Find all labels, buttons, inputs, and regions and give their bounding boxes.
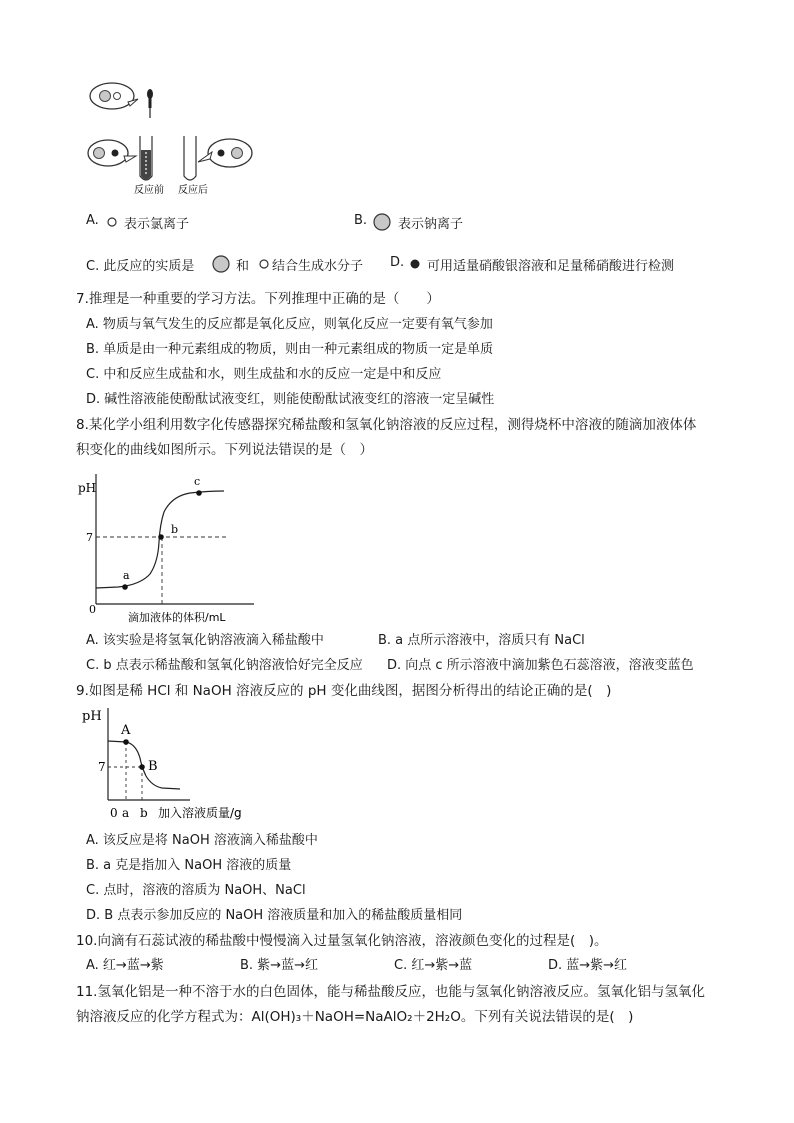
q8-option-c: C. b 点表示稀盐酸和氢氧化钠溶液恰好完全反应	[86, 658, 363, 673]
q7-stem: 7.推理是一种重要的学习方法。下列推理中正确的是（ ）	[76, 291, 440, 307]
q9-tick-b: b	[140, 806, 148, 820]
q6-option-d-letter: D.	[390, 255, 405, 270]
q9-ph-chart	[82, 704, 262, 824]
sodium-ion-icon	[94, 148, 105, 159]
q8-stem-line2: 积变化的曲线如图所示。下列说法错误的是（ ）	[76, 442, 373, 458]
hydroxide-ion-icon	[258, 258, 270, 270]
q9-option-c: C. 点时，溶液的溶质为 NaOH、NaCl	[86, 883, 306, 898]
bubble-top	[90, 83, 134, 109]
q10-option-d: D. 蓝→紫→红	[548, 958, 628, 973]
q8-point-a	[122, 584, 128, 590]
q9-x-label: 加入溶液质量/g	[158, 806, 242, 820]
q11-stem-line1: 11.氢氧化铝是一种不溶于水的白色固体，能与稀盐酸反应，也能与氢氧化钠溶液反应。氢氧化铝与氢氧化	[76, 984, 705, 1000]
q9-label-A: A	[121, 723, 131, 738]
q9-point-A	[123, 739, 129, 745]
q6-option-a-letter: A.	[86, 213, 99, 228]
q6-option-d-text: 可用适量硝酸银溶液和足量稀硝酸进行检测	[427, 259, 675, 274]
hydroxide-ion-icon	[114, 93, 121, 100]
q8-tick-7: 7	[86, 531, 93, 544]
q8-x-label: 滴加液体的体积/mL	[128, 611, 226, 624]
q10-option-a: A. 红→蓝→紫	[86, 958, 164, 973]
q8-ph-chart	[78, 466, 258, 626]
q8-option-b: B. a 点所示溶液中，溶质只有 NaCl	[378, 633, 585, 648]
q7-option-c: C. 中和反应生成盐和水，则生成盐和水的反应一定是中和反应	[86, 367, 442, 382]
q8-label-c: c	[194, 475, 201, 488]
q9-y-label: pH	[82, 709, 102, 724]
q6-option-b-letter: B.	[354, 213, 368, 228]
q8-stem-line1: 8.某化学小组利用数字化传感器探究稀盐酸和氢氧化钠溶液的反应过程，测得烧杯中溶液的随滴加液体体	[76, 417, 697, 433]
q8-origin: 0	[89, 603, 96, 616]
test-tube-after	[184, 136, 196, 180]
q8-option-a: A. 该实验是将氢氧化钠溶液滴入稀盐酸中	[86, 633, 324, 648]
q9-option-b: B. a 克是指加入 NaOH 溶液的质量	[86, 858, 292, 873]
q7-option-b: B. 单质是由一种元素组成的物质，则由一种元素组成的物质一定是单质	[86, 342, 494, 357]
sodium-ion-icon	[372, 212, 392, 232]
q7-option-d: D. 碱性溶液能使酚酞试液变红，则能使酚酞试液变红的溶液一定呈碱性	[86, 392, 495, 407]
hydroxide-ion-icon	[106, 216, 118, 228]
q8-label-a: a	[123, 569, 130, 582]
q8-point-c	[196, 490, 202, 496]
q9-origin: 0	[110, 806, 118, 820]
q6-option-a-text: 表示氯离子	[124, 217, 190, 232]
q6-reaction-figure	[84, 80, 274, 200]
label-before: 反应前	[134, 185, 164, 196]
q11-stem-line2: 钠溶液反应的化学方程式为：Al(OH)₃＋NaOH=NaAlO₂＋2H₂O。下列有关说法错误的是( )	[76, 1009, 634, 1025]
q9-label-B: B	[148, 759, 158, 774]
q9-point-B	[139, 764, 145, 770]
q6-option-b-text: 表示钠离子	[398, 217, 464, 232]
q9-ph-curve	[108, 741, 180, 789]
sodium-ion-icon	[100, 91, 111, 102]
q9-option-d: D. B 点表示参加反应的 NaOH 溶液质量和加入的稀盐酸质量相同	[86, 908, 463, 923]
test-tube-before	[140, 136, 152, 180]
q8-option-d: D. 向点 c 所示溶液中滴加紫色石蕊溶液，溶液变蓝色	[387, 658, 694, 673]
q9-tick-a: a	[122, 806, 130, 820]
chloride-ion-icon	[409, 258, 421, 270]
q8-point-b	[158, 534, 164, 540]
dropper-icon	[147, 89, 153, 118]
q7-option-a: A. 物质与氧气发生的反应都是氧化反应，则氧化反应一定要有氧气参加	[86, 317, 493, 332]
q10-stem: 10.向滴有石蕊试液的稀盐酸中慢慢滴入过量氢氧化钠溶液，溶液颜色变化的过程是( )。	[76, 933, 608, 949]
chloride-ion-icon	[218, 150, 225, 157]
q10-option-b: B. 紫→蓝→红	[240, 958, 318, 973]
bubble-after	[208, 139, 252, 167]
q9-stem: 9.如图是稀 HCl 和 NaOH 溶液反应的 pH 变化曲线图，据图分析得出的结论正确的是( )	[76, 683, 612, 699]
label-after: 反应后	[178, 185, 208, 196]
q9-tick-7: 7	[98, 760, 106, 774]
q6-option-c-and: 和	[236, 259, 250, 274]
chloride-ion-icon	[112, 150, 119, 157]
q8-label-b: b	[171, 523, 179, 536]
q6-option-c-pre: C. 此反应的实质是	[86, 259, 195, 274]
q9-option-a: A. 该反应是将 NaOH 溶液滴入稀盐酸中	[86, 833, 318, 848]
sodium-ion-icon	[232, 148, 243, 159]
q10-option-c: C. 红→紫→蓝	[394, 958, 473, 973]
q8-y-label: pH	[78, 481, 97, 495]
q6-option-c-post: 结合生成水分子	[272, 259, 364, 274]
sodium-ion-icon	[211, 254, 231, 274]
